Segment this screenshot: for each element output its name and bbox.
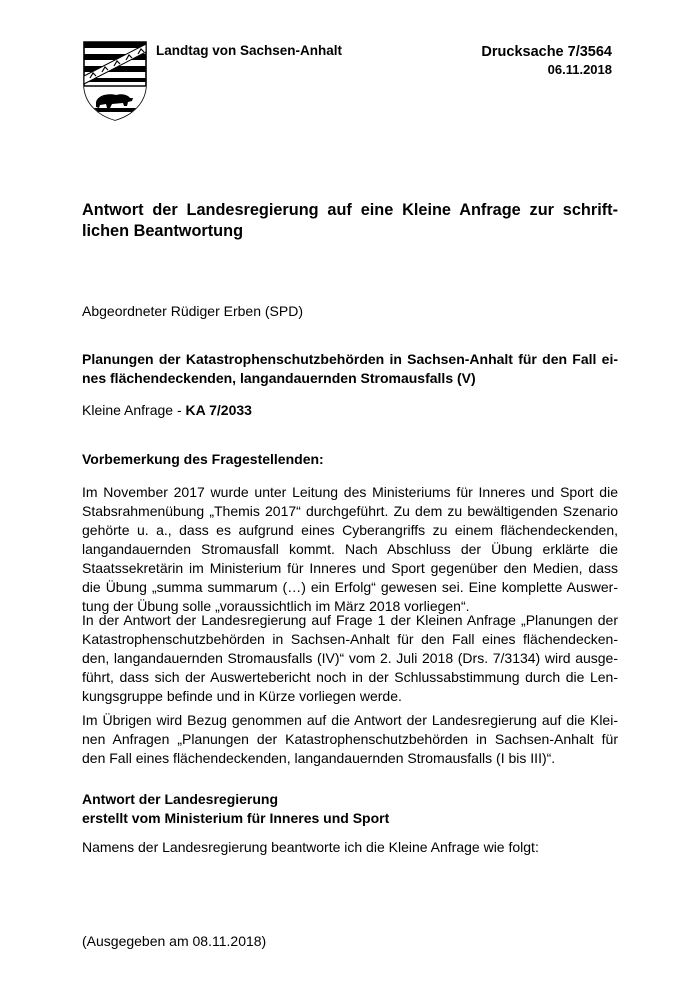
text-line: Im Übrigen wird Bezug genommen auf die Antwort der Landesregierung auf die Klei-	[82, 712, 618, 728]
text-line: den Fall eines flächendeckenden, langandauernden Stromausfalls (I bis III)“.	[82, 750, 556, 766]
author: Abgeordneter Rüdiger Erben (SPD)	[82, 303, 304, 319]
document-number: Drucksache 7/3564	[481, 44, 612, 60]
text-line: langandauernden Stromausfall kommt. Nach Abschluss der Übung erklärte die	[82, 541, 618, 557]
issue-date-footer: (Ausgegeben am 08.11.2018)	[82, 933, 267, 949]
vorbemerkung-paragraph-1	[82, 483, 618, 616]
coat-of-arms-logo	[82, 40, 148, 122]
text-line: tung der Übung solle „voraussichtlich im März 2018 vorliegen“.	[82, 598, 470, 614]
anfrage-reference	[82, 401, 618, 420]
subject	[82, 350, 618, 388]
text-line: kungsgruppe befinde und in Kürze vorliegen werde.	[82, 688, 402, 704]
title-line-1: Antwort der Landesregierung auf eine Kleine Anfrage zur schrift-	[82, 201, 618, 219]
anfrage-label: Kleine Anfrage -	[82, 402, 186, 418]
title-line-2: lichen Beantwortung	[82, 222, 244, 240]
antwort-line-1: Antwort der Landesregierung	[82, 791, 279, 807]
document-date: 06.11.2018	[547, 62, 612, 77]
vorbemerkung-paragraph-3	[82, 711, 618, 768]
text-line: Katastrophenschutzbehörden in Sachsen-Anhalt für den Fall eines flächendecken-	[82, 631, 618, 647]
vorbemerkung-paragraph-2	[82, 611, 618, 706]
document-title	[82, 200, 618, 242]
anfrage-number: KA 7/2033	[185, 402, 252, 418]
text-line: den, langandauernden Stromausfalls (IV)“ vom 2. Juli 2018 (Drs. 7/3134) wird ausge-	[82, 650, 618, 666]
text-line: führt, dass sich der Auswertebericht noch in der Schlussabstimmung durch die Len-	[82, 669, 618, 685]
subject-line-2: nes flächendeckenden, langandauernden Stromausfalls (V)	[82, 370, 476, 386]
antwort-line-2: erstellt vom Ministerium für Inneres und Sport	[82, 810, 390, 826]
text-line: gehörte u. a., dass es aufgrund eines Cyberangriffs zu einem flächendeckenden,	[82, 522, 618, 538]
text-line: die Übung „summa summarum (…) ein Erfolg“ gewesen sei. Eine komplette Auswer-	[82, 579, 618, 595]
antwort-intro: Namens der Landesregierung beantworte ich die Kleine Anfrage wie folgt:	[82, 839, 539, 855]
text-line: In der Antwort der Landesregierung auf Frage 1 der Kleinen Anfrage „Planungen der	[82, 612, 618, 628]
subject-line-1: Planungen der Katastrophenschutzbehörden in Sachsen-Anhalt für den Fall ei-	[82, 351, 618, 367]
text-line: Staatssekretärin im Ministerium für Inneres und Sport gegenüber den Medien, dass	[82, 560, 618, 576]
text-line: nen Anfragen „Planungen der Katastrophenschutzbehörden in Sachsen-Anhalt für	[82, 731, 618, 747]
antwort-heading	[82, 790, 618, 828]
text-line: Stabsrahmenübung „Themis 2017“ durchgeführt. Zu dem zu bewältigenden Szenario	[82, 503, 618, 519]
text-line: Im November 2017 wurde unter Leitung des Ministeriums für Inneres und Sport die	[82, 484, 618, 500]
parliament-name: Landtag von Sachsen-Anhalt	[156, 43, 343, 58]
vorbemerkung-heading: Vorbemerkung des Fragestellenden:	[82, 451, 324, 467]
